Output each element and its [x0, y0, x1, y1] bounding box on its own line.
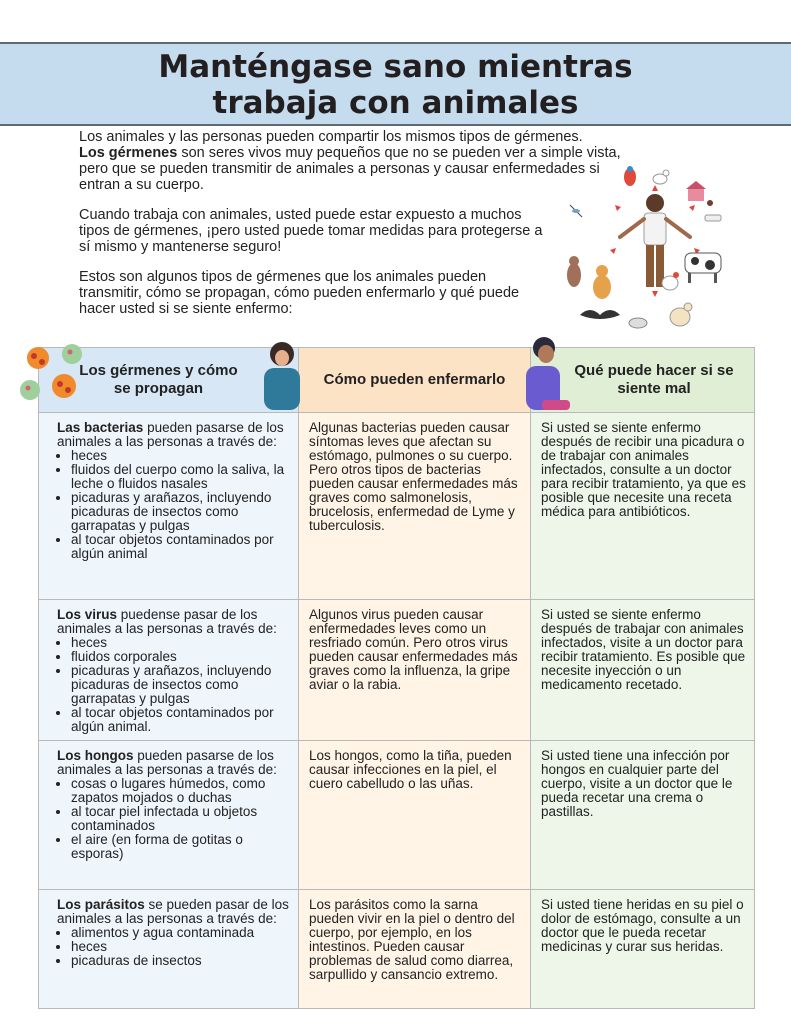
title-banner [0, 42, 791, 126]
sick-cell: Los parásitos como la sarna pueden vivir en la piel o dentro del cuerpo, por ejemplo, en los intestinos. Pueden causar problemas de salud como diarrea, sarpullido y cansancio extremo. [299, 890, 531, 1009]
mosquito-icon [570, 205, 582, 217]
parrot-icon [624, 166, 636, 186]
sink-icon [705, 215, 721, 221]
germ-cell: Los parásitos se pueden pasar de los animales a las personas a través de: • alimentos y agua contaminada • heces • picaduras de insectos [39, 890, 299, 1009]
person-with-animals-illustration [560, 165, 790, 340]
chicken-icon [662, 272, 679, 290]
header-how-sick: Cómo pueden enfermarlo [299, 348, 531, 413]
cat-icon [593, 265, 611, 299]
action-cell: Si usted se siente enfermo después de trabajar con animales infectados, visite a un doctor para recibir tratamiento. Es posible que necesite inyección o un medicamento recetado. [531, 600, 755, 741]
sick-cell: Algunas bacterias pueden causar síntomas leves que afectan su estómago, pulmones o su cuerpo. Pero otros tipos de bacterias pueden causar enfermedades más graves como salmonelosis, brucelosis, enfermedad de Lyme y tuberculosis. [299, 413, 531, 600]
person-icon [620, 194, 690, 287]
goat-icon [670, 303, 692, 326]
dog-icon [567, 256, 581, 287]
action-cell: Si usted tiene heridas en su piel o dolor de estómago, consulte a un doctor que le pueda recetar medicinas y curar sus heridas. [531, 890, 755, 1009]
tick-icon [707, 200, 713, 206]
germ-cell: Las bacterias pueden pasarse de los animales a las personas a través de: • heces • fluidos del cuerpo como la saliva, la leche o fluidos nasales • picaduras y arañazos, incluyendo picaduras de insectos como garrapatas y pulgas • al tocar objetos contaminados por algún animal [39, 413, 299, 600]
intro-paragraph-1: Los animales y las personas pueden compartir los mismos tipos de gérmenes. Los gérmenes son seres vivos muy pequeños que no se pueden ver a simple vista, pero que se pueden transmitir de animales a personas y causar enfermedades si entran a su cuerpo. [79, 129, 621, 193]
table-row [39, 741, 755, 890]
cow-icon [685, 253, 721, 283]
spread-list: • alimentos y agua contaminada • heces • picaduras de insectos [57, 926, 290, 968]
table-header-row [39, 348, 755, 413]
page-title: Manténgase sano mientras trabaja con animales [158, 49, 633, 121]
germs-table [38, 347, 755, 1009]
header-germs: Los gérmenes y cómo se propagan [39, 348, 299, 413]
coughing-person-icon [522, 334, 578, 410]
intro-paragraph-2: Cuando trabaja con animales, usted puede estar expuesto a muchos tipos de gérmenes, ¡pero usted puede tomar medidas para protegerse a sí mismo y mantenerse seguro! [79, 207, 543, 255]
intro-paragraph-3: Estos son algunos tipos de gérmenes que los animales pueden transmitir, cómo se propagan, cómo pueden enfermarlo y qué puede hacer usted si se siente enfermo: [79, 269, 520, 317]
germ-cell: Los virus puedense pasar de los animales a las personas a través de: • heces • fluidos corporales • picaduras y arañazos, incluyendo picaduras de insectos como garrapatas y pulgas • al tocar objetos contaminados por algún animal. [39, 600, 299, 741]
action-cell: Si usted tiene una infección por hongos en cualquier parte del cuerpo, visite a un doctor que le pueda recetar una crema o pastillas. [531, 741, 755, 890]
germs-icon [16, 340, 88, 408]
header-what-to-do: Qué puede hacer si se siente mal [531, 348, 755, 413]
table-row [39, 600, 755, 741]
barn-icon [686, 181, 706, 201]
duck-icon [653, 170, 669, 184]
germ-cell: Los hongos pueden pasarse de los animales a las personas a través de: • cosas o lugares húmedos, como zapatos mojados o duchas • al tocar piel infectada u objetos contaminados • el aire (en forma de gotitas o esporas) [39, 741, 299, 890]
spread-list: • cosas o lugares húmedos, como zapatos mojados o duchas • al tocar piel infectada u objetos contaminados • el aire (en forma de gotitas o esporas) [57, 777, 290, 861]
table-row [39, 890, 755, 1009]
intro-text [79, 129, 621, 331]
mouse-icon [629, 318, 647, 328]
table-row [39, 413, 755, 600]
action-cell: Si usted se siente enfermo después de recibir una picadura o de trabajar con animales infectados, consulte a un doctor para recibir tratamiento, ya que es posible que necesite una receta médica para antibióticos. [531, 413, 755, 600]
sick-person-icon [258, 338, 306, 410]
bat-icon [580, 310, 620, 319]
sick-cell: Algunos virus pueden causar enfermedades leves como un resfriado común. Pero otros virus pueden causar enfermedades más graves como la influenza, la gripe aviar o la rabia. [299, 600, 531, 741]
sick-cell: Los hongos, como la tiña, pueden causar infecciones en la piel, el cuero cabelludo o las uñas. [299, 741, 531, 890]
spread-list: • heces • fluidos corporales • picaduras y arañazos, incluyendo picaduras de insectos como garrapatas y pulgas • al tocar objetos contaminados por algún animal. [57, 636, 290, 734]
spread-list: • heces • fluidos del cuerpo como la saliva, la leche o fluidos nasales • picaduras y arañazos, incluyendo picaduras de insectos como garrapatas y pulgas • al tocar objetos contaminados por algún animal [57, 449, 290, 561]
